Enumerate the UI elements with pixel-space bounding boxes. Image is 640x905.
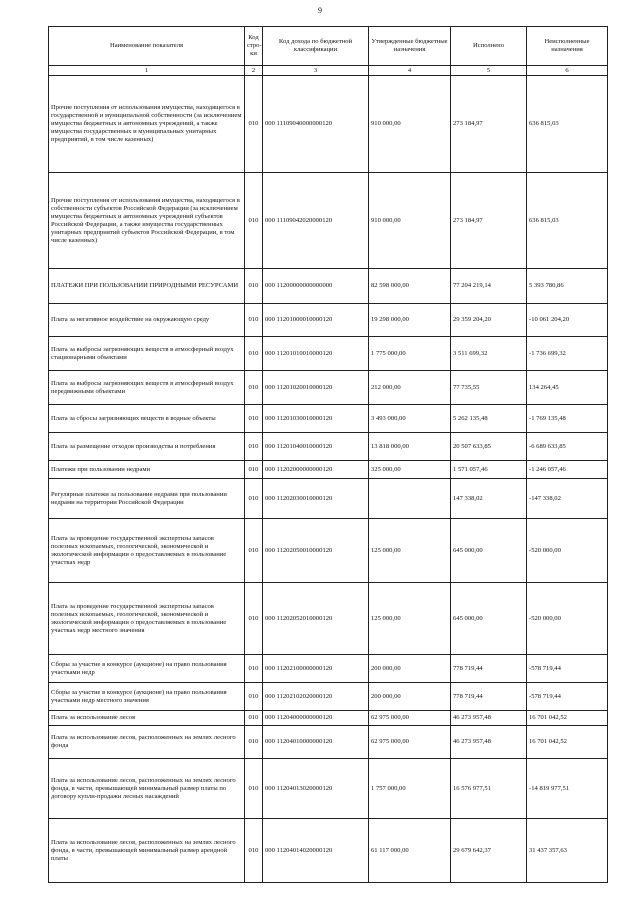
row-executed: 645 000,00 (451, 583, 527, 655)
row-executed: 147 338,02 (451, 479, 527, 519)
row-line-code: 010 (245, 371, 263, 405)
row-income-code: 000 11202000000000120 (263, 461, 369, 479)
row-name: Регулярные платежи за пользование недрами при пользовании недрами на территории Российской Федерации (49, 479, 245, 519)
table-row (49, 76, 608, 173)
row-unexecuted: 16 701 042,52 (527, 726, 608, 759)
table-row (49, 433, 608, 461)
row-income-code: 000 11204010000000120 (263, 726, 369, 759)
row-unexecuted: -1 246 057,46 (527, 461, 608, 479)
column-number: 5 (451, 66, 527, 76)
row-unexecuted: -6 689 633,85 (527, 433, 608, 461)
row-unexecuted: -1 769 135,48 (527, 405, 608, 433)
row-executed: 46 273 957,48 (451, 726, 527, 759)
row-name: Сборы за участие в конкурсе (аукционе) на право пользования участками недр местного значения (49, 683, 245, 711)
row-unexecuted: -520 000,00 (527, 519, 608, 583)
row-income-code: 000 11201020010000120 (263, 371, 369, 405)
budget-execution-table (48, 26, 608, 883)
row-line-code: 010 (245, 519, 263, 583)
row-approved: 325 000,00 (369, 461, 451, 479)
row-approved: 200 000,00 (369, 683, 451, 711)
table-row (49, 173, 608, 269)
row-line-code: 010 (245, 655, 263, 683)
row-executed: 77 735,55 (451, 371, 527, 405)
row-unexecuted: -14 819 977,51 (527, 759, 608, 819)
header-name: Наименование показателя (49, 27, 245, 66)
row-unexecuted: 636 815,03 (527, 76, 608, 173)
table-row (49, 461, 608, 479)
row-unexecuted: 5 393 780,86 (527, 269, 608, 304)
row-name: Плата за проведение государственной экспертизы запасов полезных ископаемых, геологической, экономической и экологической информации о предоставляемых в пользование участках недр (49, 519, 245, 583)
row-approved: 125 000,00 (369, 519, 451, 583)
column-number: 6 (527, 66, 608, 76)
row-name: Плата за выбросы загрязняющих веществ в атмосферный воздух передвижными объектами (49, 371, 245, 405)
row-approved: 3 493 000,00 (369, 405, 451, 433)
row-line-code: 010 (245, 711, 263, 726)
row-line-code: 010 (245, 405, 263, 433)
row-name: Сборы за участие в конкурсе (аукционе) на право пользования участками недр (49, 655, 245, 683)
header-row (49, 27, 608, 66)
row-name: Плата за использование лесов, расположенных на землях лесного фонда (49, 726, 245, 759)
row-unexecuted: 31 437 357,63 (527, 819, 608, 883)
table-row (49, 683, 608, 711)
row-approved: 125 000,00 (369, 583, 451, 655)
row-executed: 46 273 957,48 (451, 711, 527, 726)
row-approved: 62 975 000,00 (369, 711, 451, 726)
column-number: 4 (369, 66, 451, 76)
header-income-code: Код дохода по бюджетной классификации (263, 27, 369, 66)
column-number-row (49, 66, 608, 76)
table-row (49, 304, 608, 337)
row-approved: 19 298 000,00 (369, 304, 451, 337)
header-line-code: Код стро- ки (245, 27, 263, 66)
column-number: 1 (49, 66, 245, 76)
row-income-code: 000 11202100000000120 (263, 655, 369, 683)
row-unexecuted: -147 338,02 (527, 479, 608, 519)
header-executed: Исполнено (451, 27, 527, 66)
table-row (49, 583, 608, 655)
row-line-code: 010 (245, 269, 263, 304)
table-row (49, 519, 608, 583)
row-executed: 16 576 977,51 (451, 759, 527, 819)
header-approved: Утвержденные бюджетные назначения (369, 27, 451, 66)
row-executed: 778 719,44 (451, 683, 527, 711)
row-name: Плата за негативное воздействие на окружающую среду (49, 304, 245, 337)
table-row (49, 269, 608, 304)
row-name: Платежи при пользовании недрами (49, 461, 245, 479)
row-income-code: 000 11204000000000120 (263, 711, 369, 726)
row-approved: 62 975 000,00 (369, 726, 451, 759)
row-income-code: 000 11201040010000120 (263, 433, 369, 461)
column-number: 2 (245, 66, 263, 76)
row-income-code: 000 11201030010000120 (263, 405, 369, 433)
table-row (49, 337, 608, 371)
row-income-code: 000 11201010010000120 (263, 337, 369, 371)
row-line-code: 010 (245, 173, 263, 269)
row-executed: 29 679 642,37 (451, 819, 527, 883)
row-executed: 3 511 699,32 (451, 337, 527, 371)
table-row (49, 711, 608, 726)
row-executed: 778 719,44 (451, 655, 527, 683)
row-income-code: 000 11202050010000120 (263, 519, 369, 583)
row-unexecuted: -578 719,44 (527, 655, 608, 683)
row-line-code: 010 (245, 433, 263, 461)
row-unexecuted: -578 719,44 (527, 683, 608, 711)
row-approved: 1 775 000,00 (369, 337, 451, 371)
row-executed: 20 507 633,85 (451, 433, 527, 461)
row-income-code: 000 11201000010000120 (263, 304, 369, 337)
row-name: ПЛАТЕЖИ ПРИ ПОЛЬЗОВАНИИ ПРИРОДНЫМИ РЕСУРСАМИ (49, 269, 245, 304)
row-line-code: 010 (245, 759, 263, 819)
row-executed: 29 359 204,20 (451, 304, 527, 337)
table-row (49, 819, 608, 883)
row-name: Плата за сбросы загрязняющих веществ в водные объекты (49, 405, 245, 433)
table-row (49, 371, 608, 405)
row-unexecuted: -520 000,00 (527, 583, 608, 655)
row-name: Прочие поступления от использования имущества, находящегося в собственности субъектов Российской Федерации (за исключением имущества бюджетных и автономных учреждений субъектов Российской Федерации, а также имущества государственных унитарных предприятий субъектов Российской Федерации, в том числе казенных) (49, 173, 245, 269)
row-approved: 212 000,00 (369, 371, 451, 405)
row-executed: 273 184,97 (451, 76, 527, 173)
row-line-code: 010 (245, 479, 263, 519)
row-unexecuted: 636 815,03 (527, 173, 608, 269)
row-approved: 1 757 000,00 (369, 759, 451, 819)
row-approved: 61 117 000,00 (369, 819, 451, 883)
row-approved: 13 818 000,00 (369, 433, 451, 461)
row-income-code: 000 11109042020000120 (263, 173, 369, 269)
table-row (49, 726, 608, 759)
row-approved: 910 000,00 (369, 76, 451, 173)
column-number: 3 (263, 66, 369, 76)
row-name: Плата за использование лесов, расположенных на землях лесного фонда, в части, превышающей минимальный размер арендной платы (49, 819, 245, 883)
row-line-code: 010 (245, 683, 263, 711)
row-name: Плата за размещение отходов производства и потребления (49, 433, 245, 461)
row-approved: 200 000,00 (369, 655, 451, 683)
row-income-code: 000 11200000000000000 (263, 269, 369, 304)
row-line-code: 010 (245, 819, 263, 883)
row-income-code: 000 11202030010000120 (263, 479, 369, 519)
row-line-code: 010 (245, 726, 263, 759)
row-name: Плата за использование лесов (49, 711, 245, 726)
row-line-code: 010 (245, 304, 263, 337)
row-name: Плата за выбросы загрязняющих веществ в атмосферный воздух стационарными объектами (49, 337, 245, 371)
row-line-code: 010 (245, 583, 263, 655)
row-name: Прочие поступления от использования имущества, находящегося в государственной и муниципальной собственности (за исключением имущества бюджетных и автономных учреждений, а также имущества государственных и муниципальных унитарных предприятий, в том числе казенных) (49, 76, 245, 173)
row-line-code: 010 (245, 461, 263, 479)
row-name: Плата за использование лесов, расположенных на землях лесного фонда, в части, превышающей минимальный размер платы по договору купли-продажи лесных насаждений (49, 759, 245, 819)
row-line-code: 010 (245, 76, 263, 173)
row-name: Плата за проведение государственной экспертизы запасов полезных ископаемых, геологической, экономической и экологической информации о предоставляемых в пользование участках недр местного значения (49, 583, 245, 655)
row-income-code: 000 11204013020000120 (263, 759, 369, 819)
row-unexecuted: 16 701 042,52 (527, 711, 608, 726)
row-income-code: 000 11202052010000120 (263, 583, 369, 655)
row-executed: 77 204 219,14 (451, 269, 527, 304)
row-executed: 1 571 057,46 (451, 461, 527, 479)
row-executed: 273 184,97 (451, 173, 527, 269)
row-line-code: 010 (245, 337, 263, 371)
row-approved (369, 479, 451, 519)
row-executed: 5 262 135,48 (451, 405, 527, 433)
page-number: 9 (318, 6, 322, 15)
header-unexecuted: Неисполненные назначения (527, 27, 608, 66)
row-unexecuted: 134 264,45 (527, 371, 608, 405)
row-approved: 910 000,00 (369, 173, 451, 269)
table-row (49, 405, 608, 433)
row-executed: 645 000,00 (451, 519, 527, 583)
row-income-code: 000 11202102020000120 (263, 683, 369, 711)
row-approved: 82 598 000,00 (369, 269, 451, 304)
row-unexecuted: -1 736 699,32 (527, 337, 608, 371)
table-row (49, 655, 608, 683)
row-income-code: 000 11109040000000120 (263, 76, 369, 173)
row-unexecuted: -10 061 204,20 (527, 304, 608, 337)
table-row (49, 479, 608, 519)
table-row (49, 759, 608, 819)
row-income-code: 000 11204014020000120 (263, 819, 369, 883)
